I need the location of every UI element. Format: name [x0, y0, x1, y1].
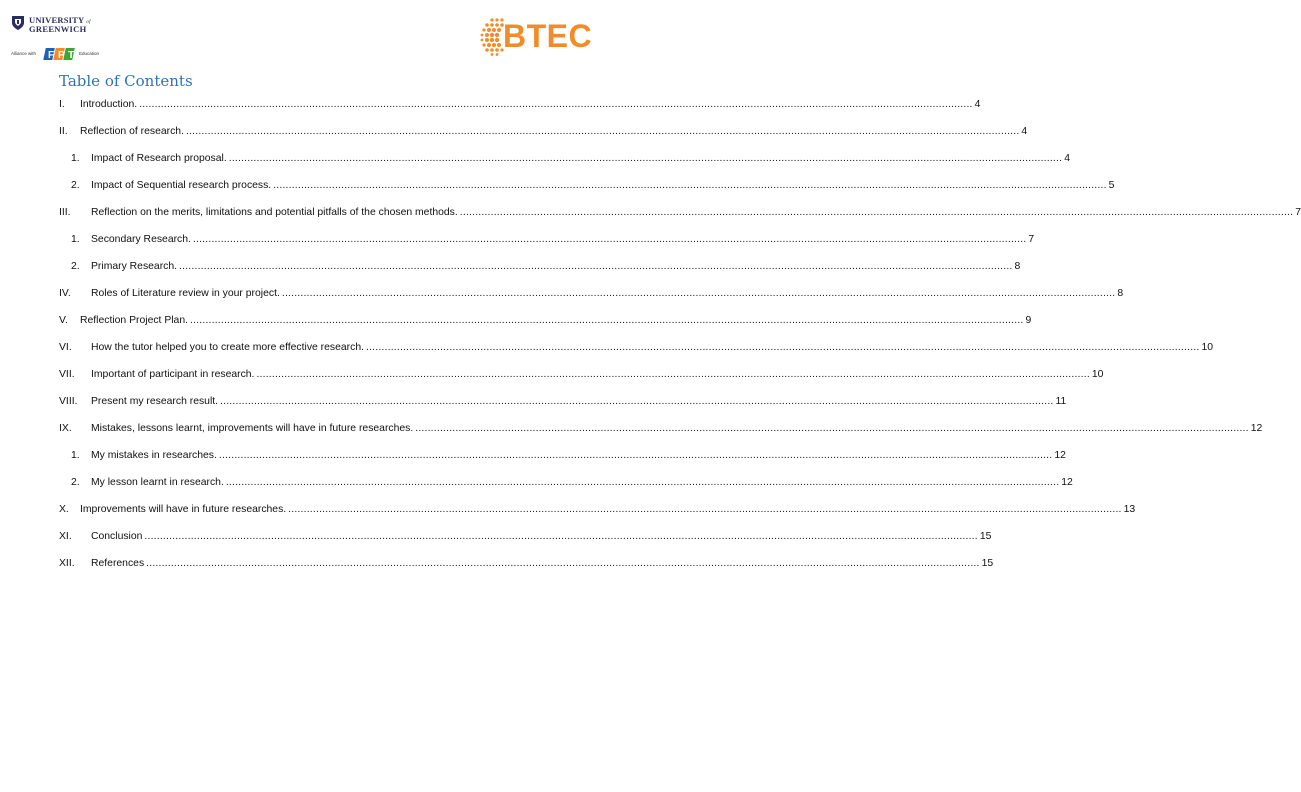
toc-leader-dots: .............................................................................................................................................................................................................................................................................. — [228, 153, 1063, 164]
fpt-letter-t: T — [68, 50, 75, 61]
toc-leader-dots: .............................................................................................................................................................................................................................................................................. — [288, 504, 1122, 515]
toc-entry[interactable] — [59, 207, 1301, 223]
toc-entry-title: Secondary Research. — [91, 234, 191, 245]
fpt-logo-icon — [42, 47, 76, 61]
toc-leader-dots: .............................................................................................................................................................................................................................................................................. — [144, 531, 978, 542]
toc-entry[interactable] — [59, 396, 1067, 412]
university-name-line2: GREENWICH — [29, 24, 87, 34]
toc-leader-dots: .............................................................................................................................................................................................................................................................................. — [281, 288, 1116, 299]
toc-entry-number: XI. — [59, 531, 72, 542]
toc-entry-page: 12 — [1054, 450, 1066, 461]
toc-entry-page: 15 — [979, 531, 992, 542]
toc-entry[interactable] — [59, 288, 1124, 304]
toc-entry-number: III. — [59, 207, 71, 218]
toc-leader-dots: .............................................................................................................................................................................................................................................................................. — [366, 342, 1200, 353]
toc-leader-dots: .............................................................................................................................................................................................................................................................................. — [139, 99, 973, 110]
toc-entry-page: 15 — [981, 558, 994, 569]
toc-leader-dots: .............................................................................................................................................................................................................................................................................. — [220, 396, 1054, 407]
page-header — [0, 0, 612, 70]
toc-entry[interactable] — [59, 531, 992, 547]
toc-entry-title: References — [91, 558, 145, 569]
toc-entry-number: XII. — [59, 558, 75, 569]
toc-entry-page: 4 — [1021, 126, 1028, 137]
toc-leader-dots: .............................................................................................................................................................................................................................................................................. — [185, 126, 1020, 137]
toc-entry-title: Reflection Project Plan. — [80, 315, 189, 326]
crest-icon — [11, 15, 25, 31]
toc-leader-dots: .............................................................................................................................................................................................................................................................................. — [415, 423, 1249, 434]
university-name-line1: UNIVERSITY of — [29, 15, 91, 25]
toc-entry-title: Primary Research. — [91, 261, 178, 272]
toc-entry[interactable] — [71, 477, 1073, 493]
toc-entry-title: Mistakes, lessons learnt, improvements will have in future researches. — [91, 423, 414, 434]
education-text: Education — [79, 51, 100, 56]
toc-entry-number: IX. — [59, 423, 72, 434]
toc-entry-number: VII. — [59, 369, 75, 380]
toc-entry[interactable] — [71, 261, 1021, 277]
toc-entry-title: Important of participant in research. — [91, 369, 255, 380]
toc-leader-dots: .............................................................................................................................................................................................................................................................................. — [225, 477, 1060, 488]
toc-entry-title: Impact of Sequential research process. — [91, 180, 272, 191]
btec-wordmark: BTEC — [503, 18, 593, 54]
toc-entry[interactable] — [71, 180, 1115, 196]
toc-entry-number: V. — [59, 315, 68, 326]
toc-title: Table of Contents — [59, 72, 193, 90]
toc-entry-number: 1. — [71, 153, 80, 164]
toc-entry-number: VIII. — [59, 396, 78, 407]
fpt-letter-p: P — [58, 50, 65, 61]
toc-entry-number: IV. — [59, 288, 71, 299]
toc-entry-number: 2. — [71, 477, 80, 488]
toc-entry[interactable] — [59, 423, 1263, 439]
toc-entry-number: I. — [59, 99, 65, 110]
toc-leader-dots: .............................................................................................................................................................................................................................................................................. — [190, 315, 1024, 326]
toc-entry-page: 4 — [1064, 153, 1070, 164]
toc-leader-dots: .............................................................................................................................................................................................................................................................................. — [192, 234, 1027, 245]
toc-entry-page: 7 — [1295, 207, 1301, 218]
toc-entry[interactable] — [59, 558, 994, 574]
toc-entry-title: How the tutor helped you to create more effective research. — [91, 342, 364, 353]
toc-leader-dots: .............................................................................................................................................................................................................................................................................. — [256, 369, 1090, 380]
toc-entry-title: My lesson learnt in research. — [91, 477, 224, 488]
toc-entry[interactable] — [59, 342, 1214, 358]
toc-entry-number: 1. — [71, 450, 80, 461]
toc-entry-number: II. — [59, 126, 68, 137]
toc-entry-page: 10 — [1201, 342, 1214, 353]
toc-entry[interactable] — [59, 504, 1136, 520]
toc-leader-dots: .............................................................................................................................................................................................................................................................................. — [218, 450, 1053, 461]
toc-entry[interactable] — [59, 315, 1032, 331]
toc-entry-number: X. — [59, 504, 69, 515]
toc-entry[interactable] — [59, 99, 981, 115]
toc-entry-page: 9 — [1025, 315, 1032, 326]
toc-leader-dots: .............................................................................................................................................................................................................................................................................. — [146, 558, 980, 569]
toc-entry-page: 7 — [1028, 234, 1035, 245]
btec-logo — [478, 14, 602, 58]
toc-leader-dots: .............................................................................................................................................................................................................................................................................. — [179, 261, 1013, 272]
toc-entry-title: Conclusion — [91, 531, 143, 542]
toc-entry-number: 2. — [71, 180, 80, 191]
toc-entry-title: My mistakes in researches. — [91, 450, 217, 461]
toc-entry-number: 1. — [71, 234, 80, 245]
university-of-greenwich-logo — [11, 14, 99, 64]
toc-entry-page: 11 — [1055, 396, 1067, 407]
toc-entry-page: 12 — [1061, 477, 1073, 488]
toc-entry[interactable] — [59, 369, 1104, 385]
toc-entry-title: Roles of Literature review in your project. — [91, 288, 280, 299]
toc-leader-dots: .............................................................................................................................................................................................................................................................................. — [459, 207, 1294, 218]
fpt-letter-f: F — [48, 50, 55, 61]
toc-entry-title: Present my research result. — [91, 396, 219, 407]
toc-entry-number: 2. — [71, 261, 80, 272]
toc-entry-page: 8 — [1117, 288, 1124, 299]
toc-entry-page: 12 — [1250, 423, 1263, 434]
toc-entry-page: 4 — [974, 99, 981, 110]
fpt-alliance — [11, 46, 101, 62]
toc-entry[interactable] — [71, 234, 1035, 250]
toc-entry-number: VI. — [59, 342, 72, 353]
toc-entry-title: Impact of Research proposal. — [91, 153, 227, 164]
toc-entry-title: Reflection of research. — [80, 126, 184, 137]
toc-entry-title: Improvements will have in future researches. — [80, 504, 287, 515]
toc-entry[interactable] — [71, 153, 1070, 169]
toc-entry[interactable] — [71, 450, 1066, 466]
toc-entry-page: 13 — [1123, 504, 1136, 515]
toc-entry[interactable] — [59, 126, 1028, 142]
toc-entry-page: 8 — [1014, 261, 1021, 272]
toc-entry-title: Introduction. — [80, 99, 138, 110]
toc-leader-dots: .............................................................................................................................................................................................................................................................................. — [273, 180, 1107, 191]
alliance-with-text: Alliance with — [11, 51, 37, 56]
toc-entry-page: 5 — [1108, 180, 1115, 191]
toc-entry-page: 10 — [1091, 369, 1104, 380]
toc-entry-title: Reflection on the merits, limitations and potential pitfalls of the chosen methods. — [91, 207, 458, 218]
